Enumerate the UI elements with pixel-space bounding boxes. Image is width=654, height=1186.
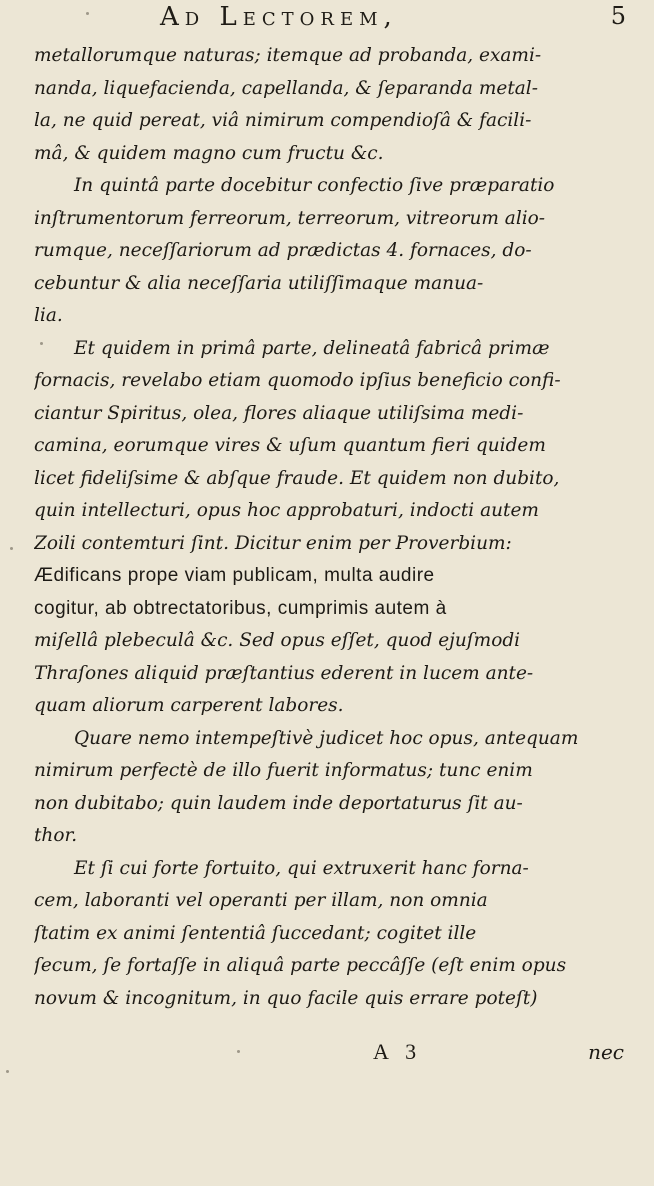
text-line: cebuntur & alia neceſſaria utiliſſimaque manua-	[34, 272, 484, 294]
text-line: ciantur Spiritus, olea, flores aliaque utiliſsima medi-	[34, 402, 524, 424]
text-line: mâ, & quidem magno cum fructu &c.	[34, 142, 384, 164]
text-line: quin intellecturi, opus hoc approbaturi, indocti autem	[34, 500, 539, 521]
paper-speck	[40, 342, 43, 345]
text-line: inſtrumentorum ferreorum, terreorum, vitreorum alio-	[34, 207, 546, 229]
paragraph-start-line: Et ſi cui forte fortuito, qui extruxerit hanc forna-	[74, 857, 529, 879]
text-line: novum & incognitum, in quo facile quis errare poteſt)	[34, 987, 538, 1009]
catchword: nec	[588, 1040, 624, 1064]
text-line: ſecum, ſe fortaſſe in aliquâ parte peccâſſe (eſt enim opus	[34, 955, 567, 976]
roman-quote-line: cogitur, ab obtrectatoribus, cumprimis autem à	[34, 597, 447, 619]
paper-speck	[86, 12, 89, 15]
page-number: 5	[610, 2, 626, 30]
roman-quote-line: Ædificans prope viam publicam, multa audire	[34, 565, 435, 586]
text-line: Zoili contemturi ſint. Dicitur enim per Proverbium:	[34, 532, 512, 554]
text-line: Thraſones aliquid præſtantius ederent in lucem ante-	[34, 662, 534, 684]
text-line: cem, laboranti vel operanti per illam, non omnia	[34, 890, 488, 911]
paragraph-start-line: In quintâ parte docebitur confectio ſive præparatio	[74, 175, 555, 196]
text-line: thor.	[34, 825, 78, 846]
text-line: camina, eorumque vires & uſum quantum fieri quidem	[34, 435, 546, 456]
running-title: Ad Lectorem,	[160, 2, 398, 32]
body-text	[34, 40, 626, 1015]
text-line: fornacis, revelabo etiam quomodo ipſius beneficio confi-	[34, 370, 561, 391]
paper-speck	[237, 1050, 240, 1053]
text-line: miſellâ plebeculâ &c. Sed opus eſſet, quod ejuſmodi	[34, 630, 521, 651]
text-line: nimirum perfectè de illo fuerit informatus; tunc enim	[34, 760, 533, 781]
paragraph-start-line: Et quidem in primâ parte, delineatâ fabricâ primæ	[74, 337, 550, 359]
text-line: metallorumque naturas; itemque ad probanda, exami-	[34, 45, 542, 66]
text-line: ſtatim ex animi ſententiâ ſuccedant; cogitet ille	[34, 922, 477, 944]
text-line: lia.	[34, 305, 63, 326]
paper-speck	[10, 547, 13, 550]
paper-speck	[6, 1070, 9, 1073]
text-line: quam aliorum carperent labores.	[34, 695, 344, 716]
paragraph-start-line: Quare nemo intempeſtivè judicet hoc opus, antequam	[74, 727, 579, 749]
text-line: rumque, neceſſariorum ad prædictas 4. fornaces, do-	[34, 240, 532, 261]
text-line: licet fideliſsime & abſque fraude. Et quidem non dubito,	[34, 467, 560, 489]
signature-mark: A 3	[373, 1039, 423, 1064]
text-line: la, ne quid pereat, viâ nimirum compendioſâ & facili-	[34, 110, 532, 131]
text-line: non dubitabo; quin laudem inde deportaturus ſit au-	[34, 792, 523, 814]
text-line: nanda, liquefacienda, capellanda, & ſeparanda metal-	[34, 77, 538, 99]
